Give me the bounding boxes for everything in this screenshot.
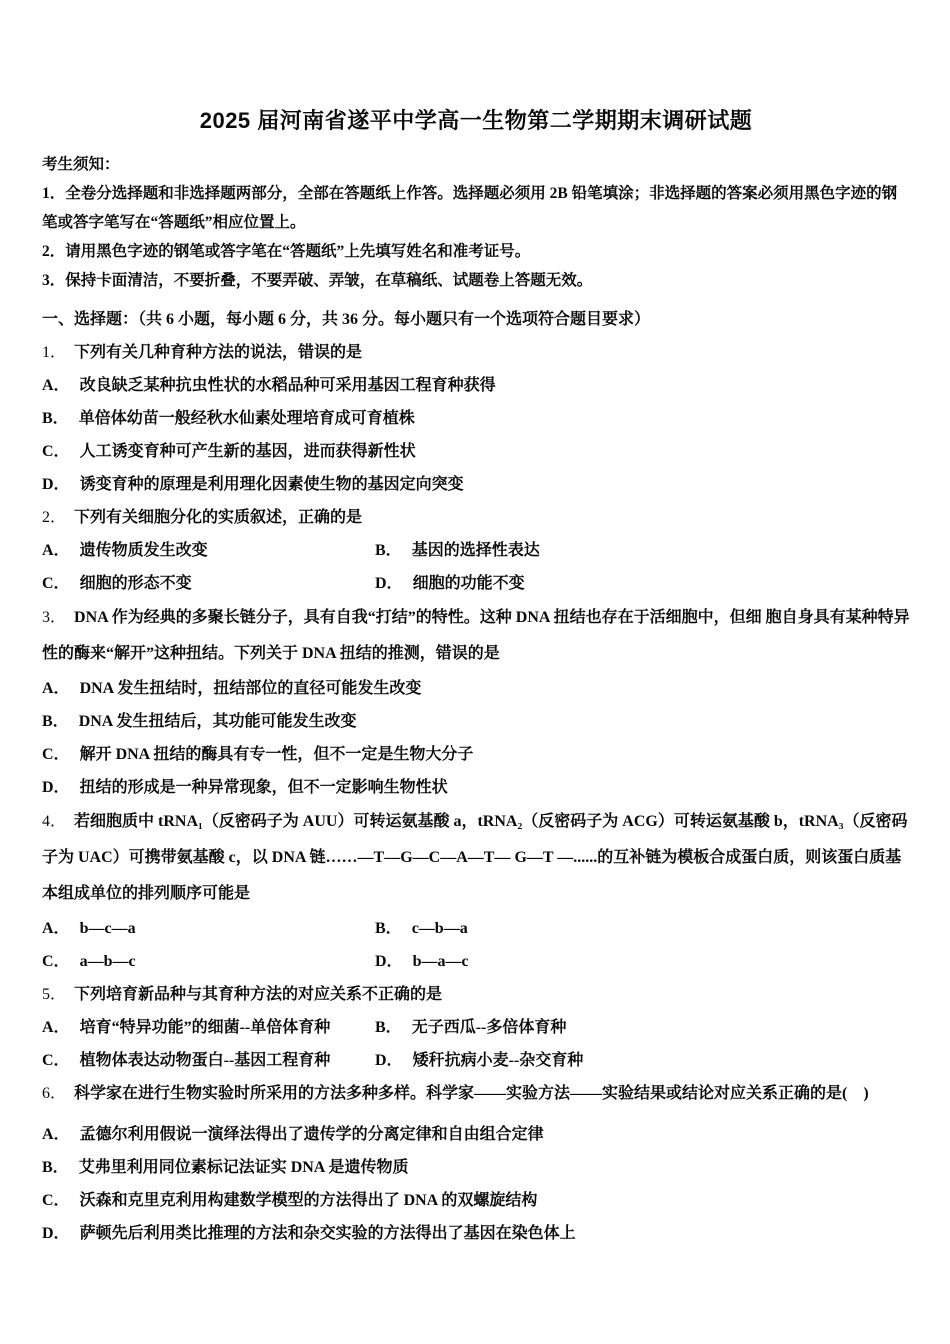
option-label: B．: [375, 920, 402, 937]
option-label: C．: [42, 953, 70, 970]
question-1-option-b: [42, 402, 910, 435]
question-6-stem: 科学家在进行生物实验时所采用的方法多种多样。科学家——实验方法——实验结果或结论对应关系正确的是( ): [74, 1085, 869, 1102]
question-5-option-d: [375, 1044, 583, 1077]
question-1-stem: 下列有关几种育种方法的说法，错误的是: [74, 344, 363, 361]
option-text: 孟德尔利用假说一演绎法得出了遗传学的分离定律和自由组合定律: [79, 1126, 544, 1143]
question-6: [42, 1077, 910, 1250]
option-label: A．: [42, 1019, 70, 1036]
option-label: B．: [375, 542, 402, 559]
question-4: [42, 804, 910, 978]
question-2-stem: 下列有关细胞分化的实质叙述，正确的是: [74, 509, 363, 526]
question-5-option-b: [375, 1011, 566, 1044]
option-label: D．: [375, 953, 403, 970]
option-label: A．: [42, 680, 70, 697]
option-label: D．: [42, 476, 70, 493]
option-label: B．: [42, 713, 69, 730]
question-1-option-c: [42, 435, 910, 468]
option-text: 解开 DNA 扭结的酶具有专一性，但不一定是生物大分子: [79, 746, 474, 763]
option-text: 诱变育种的原理是利用理化因素使生物的基因定向突变: [79, 476, 464, 493]
question-1: [42, 336, 910, 501]
option-text: b—a—c: [412, 953, 469, 970]
question-2-number: 2．: [42, 509, 67, 526]
question-3-stem: DNA 作为经典的多聚长链分子，具有自我“打结”的特性。这种 DNA 扭结也存在于活细胞中，但细 胞自身具有某种特异性的酶来“解开”这种扭结。下列关于 DNA 扭结的推测，错误的是: [42, 609, 910, 662]
option-text: 植物体表达动物蛋白--基因工程育种: [79, 1052, 331, 1069]
option-text: 遗传物质发生改变: [79, 542, 208, 559]
option-text: 人工诱变育种可产生新的基因，进而获得新性状: [79, 443, 416, 460]
option-text: 沃森和克里克利用构建数学模型的方法得出了 DNA 的双螺旋结构: [79, 1192, 538, 1209]
notice-item-3: 3．保持卡面清洁，不要折叠，不要弄破、弄皱，在草稿纸、试题卷上答题无效。: [42, 272, 593, 289]
page-title: 2025 届河南省遂平中学高一生物第二学期期末调研试题: [199, 108, 753, 133]
question-6-option-b: [42, 1151, 910, 1184]
option-text: 培育“特异功能”的细菌--单倍体育种: [79, 1019, 331, 1036]
option-label: D．: [42, 779, 70, 796]
option-text: c—b—a: [411, 920, 468, 937]
option-text: b—c—a: [79, 920, 136, 937]
question-4-option-c: [42, 945, 375, 978]
option-label: B．: [375, 1019, 402, 1036]
option-label: C．: [42, 746, 70, 763]
question-2-option-a: [42, 534, 375, 567]
question-1-option-d: [42, 468, 910, 501]
option-text: 无子西瓜--多倍体育种: [411, 1019, 567, 1036]
option-label: C．: [42, 443, 70, 460]
option-text: 扭结的形成是一种异常现象，但不一定影响生物性状: [79, 779, 448, 796]
option-label: A．: [42, 377, 70, 394]
question-4-stem: 若细胞质中 tRNA₁（反密码子为 AUU）可转运氨基酸 a，tRNA₂（反密码子为 ACG）可转运氨基酸 b，tRNA₃（反密码子为 UAC）可携带氨基酸 c，以 DNA 链……—T—G—C—A—T— G—T —......的互补链为模板合成蛋白质，则该蛋白质基本组成单位的排列顺序可能是: [42, 813, 908, 902]
question-5-option-c: [42, 1044, 375, 1077]
question-2-option-c: [42, 567, 375, 600]
question-2-option-d: [375, 567, 525, 600]
question-5-option-a: [42, 1011, 375, 1044]
question-4-number: 4．: [42, 813, 67, 830]
option-label: B．: [42, 410, 69, 427]
question-1-number: 1．: [42, 344, 67, 361]
notice-item-1: 1．全卷分选择题和非选择题两部分，全部在答题纸上作答。选择题必须用 2B 铅笔填涂；非选择题的答案必须用黑色字迹的钢笔或答字笔写在“答题纸”相应位置上。: [42, 185, 898, 231]
option-text: 单倍体幼苗一般经秋水仙素处理培育成可育植株: [78, 410, 415, 427]
option-label: A．: [42, 1126, 70, 1143]
question-3-number: 3．: [42, 609, 67, 626]
question-4-option-a: [42, 912, 375, 945]
notice-heading: 考生须知：: [42, 156, 120, 173]
option-label: D．: [42, 1225, 70, 1242]
question-6-option-a: [42, 1118, 910, 1151]
option-text: 细胞的功能不变: [412, 575, 525, 592]
option-label: D．: [375, 1052, 403, 1069]
question-3-option-b: [42, 705, 910, 738]
option-text: DNA 发生扭结后，其功能可能发生改变: [78, 713, 357, 730]
option-text: DNA 发生扭结时，扭结部位的直径可能发生改变: [79, 680, 422, 697]
question-3-option-a: [42, 672, 910, 705]
question-3-option-d: [42, 771, 910, 804]
question-1-option-a: [42, 369, 910, 402]
question-5-stem: 下列培育新品种与其育种方法的对应关系不正确的是: [74, 986, 443, 1003]
option-label: A．: [42, 920, 70, 937]
option-text: a—b—c: [79, 953, 136, 970]
question-3-option-c: [42, 738, 910, 771]
question-6-option-c: [42, 1184, 910, 1217]
notice-block: [42, 150, 910, 295]
option-label: C．: [42, 1192, 70, 1209]
option-label: C．: [42, 575, 70, 592]
notice-item-2: 2．请用黑色字迹的钢笔或答字笔在“答题纸”上先填写姓名和准考证号。: [42, 243, 531, 260]
question-6-number: 6．: [42, 1085, 67, 1102]
option-text: 艾弗里利用同位素标记法证实 DNA 是遗传物质: [78, 1159, 409, 1176]
option-label: B．: [42, 1159, 69, 1176]
option-label: C．: [42, 1052, 70, 1069]
question-5: [42, 978, 910, 1077]
option-text: 基因的选择性表达: [411, 542, 540, 559]
question-6-option-d: [42, 1217, 910, 1250]
question-2-option-b: [375, 534, 540, 567]
question-4-option-b: [375, 912, 468, 945]
option-label: A．: [42, 542, 70, 559]
option-text: 萨顿先后利用类比推理的方法和杂交实验的方法得出了基因在染色体上: [79, 1225, 576, 1242]
question-3: [42, 600, 910, 804]
question-2: [42, 501, 910, 600]
option-label: D．: [375, 575, 403, 592]
section-heading: 一、选择题：（共 6 小题，每小题 6 分，共 36 分。每小题只有一个选项符合题目要求）: [42, 311, 651, 328]
option-text: 矮秆抗病小麦--杂交育种: [412, 1052, 584, 1069]
option-text: 细胞的形态不变: [79, 575, 192, 592]
option-text: 改良缺乏某种抗虫性状的水稻品种可采用基因工程育种获得: [79, 377, 496, 394]
question-4-option-d: [375, 945, 469, 978]
question-5-number: 5．: [42, 986, 67, 1003]
